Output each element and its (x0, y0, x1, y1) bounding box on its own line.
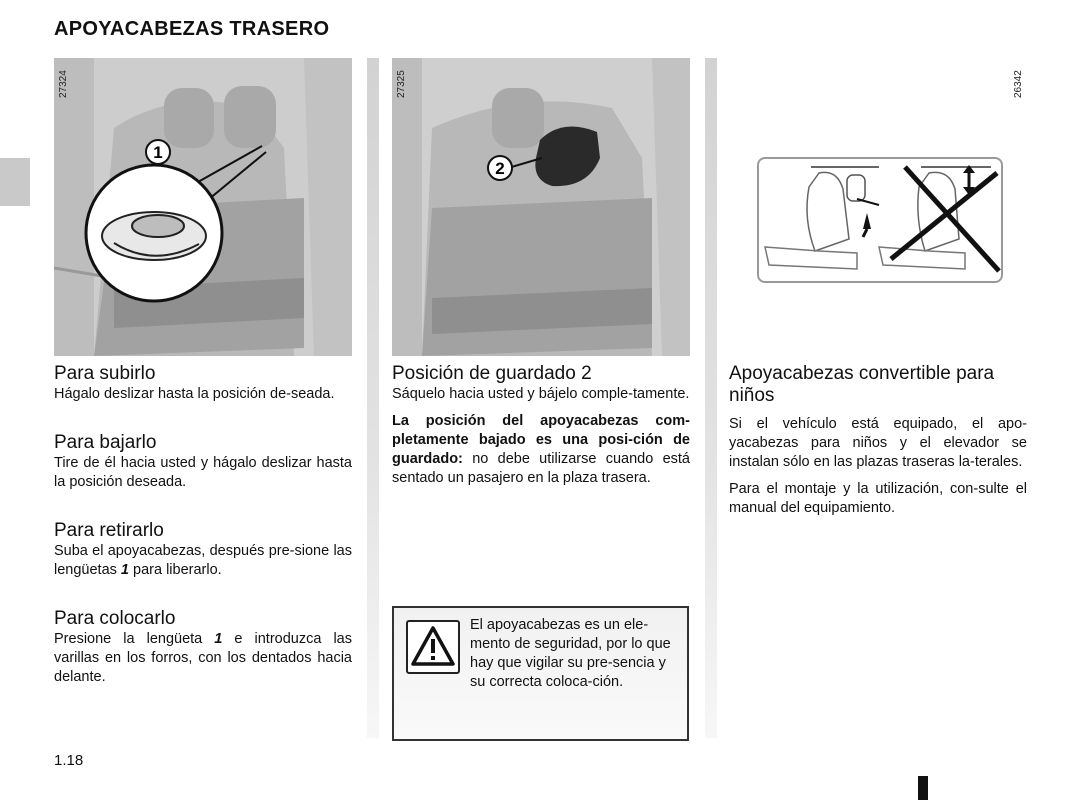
section-heading: Para colocarlo (54, 608, 176, 629)
text-part: e introduzca las varillas en los forros, con los dentados hacia delante. (54, 631, 352, 685)
reference-number: 1 (214, 631, 223, 647)
warning-text (392, 412, 690, 488)
figure-illustration (54, 58, 352, 356)
callout-label: 2 (495, 159, 505, 178)
warning-box-text: El apoyacabezas es un ele-mento de seguridad, por lo que hay que vigilar su pre-sencia y su correcta coloca-ción. (470, 617, 671, 690)
figure-child-headrest (757, 157, 1003, 283)
page-edge-mark (918, 776, 928, 800)
section-text (54, 630, 352, 687)
section-text: Sáquelo hacia usted y bájelo comple-tamente. (392, 386, 690, 402)
column-separator (705, 58, 717, 738)
page-number: 1.18 (54, 752, 84, 769)
section-heading: Apoyacabezas convertible para niños (729, 363, 995, 406)
column-middle (392, 363, 690, 488)
column-right (729, 363, 1027, 518)
section-tab (0, 158, 30, 206)
figure-illustration (759, 159, 1001, 281)
text-part: no debe utilizarse cuando está sentado un pasajero en la plaza trasera. (392, 451, 690, 486)
figure-headrest-storage (392, 58, 690, 356)
page-title: APOYACABEZAS TRASERO (54, 18, 330, 40)
text-part: para liberarlo. (129, 562, 222, 578)
warning-icon (406, 620, 460, 674)
reference-number: 1 (120, 562, 129, 578)
section-text (54, 542, 352, 580)
figure-illustration (392, 58, 690, 356)
column-separator (367, 58, 379, 738)
figure-headrest-raise (54, 58, 352, 356)
section-heading: Posición de guardado 2 (392, 363, 592, 384)
figure-number: 26342 (1013, 70, 1024, 98)
section-heading: Para subirlo (54, 363, 156, 384)
warning-bold: La posición del apoyacabezas com-pletamente bajado es una posi-ción de guardado: (392, 413, 690, 467)
section-heading: Para retirarlo (54, 520, 164, 541)
column-left (54, 363, 352, 687)
section-text: Si el vehículo está equipado, el apo-yacabezas para niños y el elevador se instalan sólo en las plazas traseras la-terales. (729, 416, 1027, 470)
section-text: Hágalo deslizar hasta la posición de-seada. (54, 386, 335, 402)
text-part: Presione la lengüeta (54, 631, 215, 647)
section-text: Para el montaje y la utilización, con-sulte el manual del equipamiento. (729, 481, 1027, 516)
callout-label: 1 (153, 143, 163, 162)
safety-warning-box (392, 606, 689, 741)
section-text: Tire de él hacia usted y hágalo deslizar hasta la posición deseada. (54, 455, 352, 490)
text-part: Suba el apoyacabezas, después pre-sione las lengüetas (54, 543, 352, 578)
figure-number: 27324 (58, 70, 69, 98)
section-heading: Para bajarlo (54, 432, 157, 453)
figure-number: 27325 (396, 70, 407, 98)
